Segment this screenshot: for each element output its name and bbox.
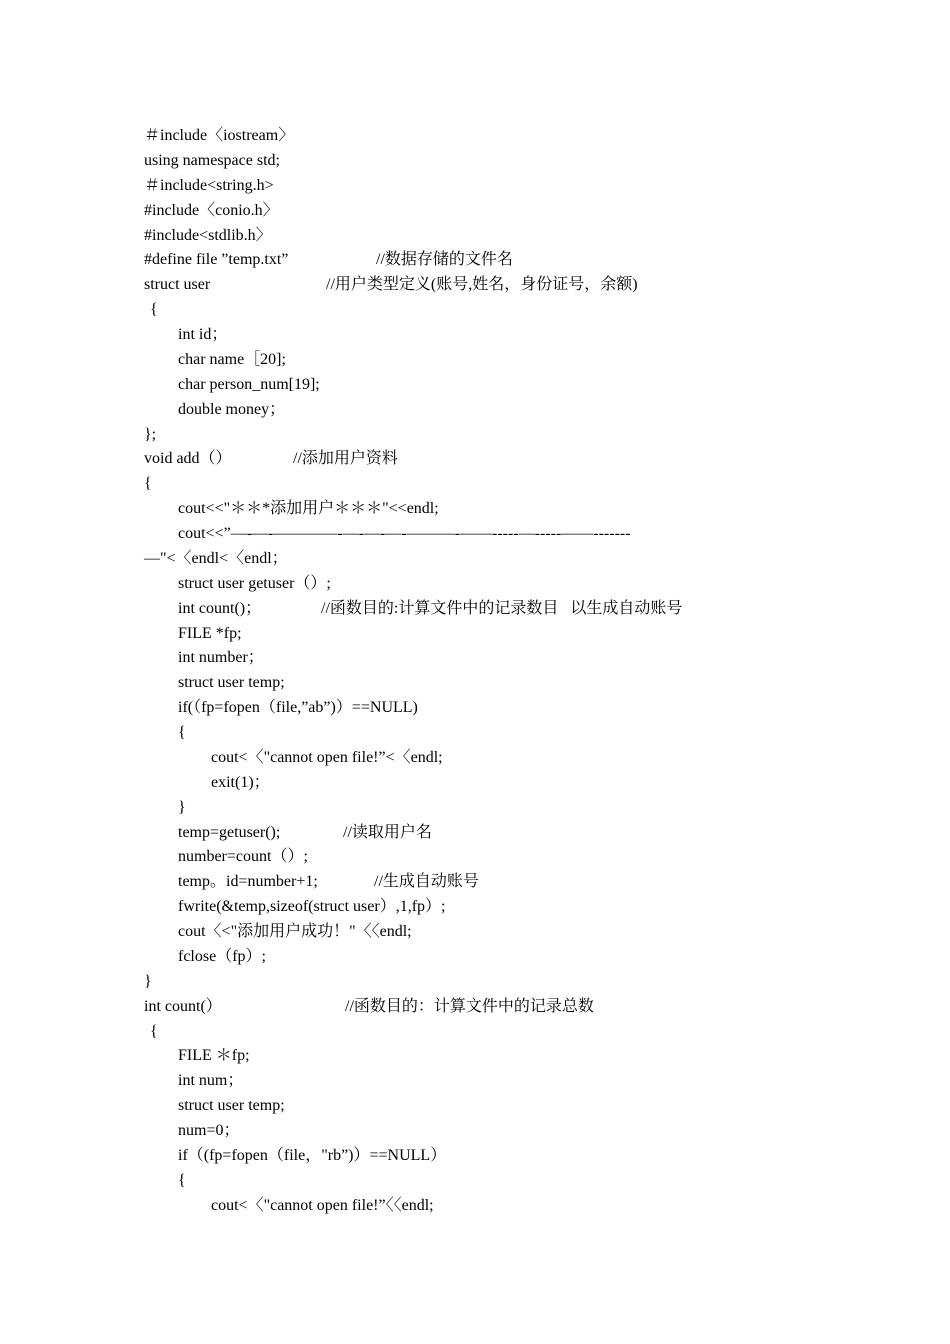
code-line: [144, 323, 864, 348]
code-comment: //生成自动账号: [374, 873, 479, 891]
code-text: struct user getuser（）;: [178, 574, 331, 592]
code-text: struct user temp;: [178, 1097, 285, 1115]
code-text: {: [150, 1022, 158, 1040]
code-text: struct user temp;: [178, 674, 285, 692]
code-text: void add（）: [144, 450, 232, 468]
code-text: cout<<”—-—-————-—-—-—-———-——-----—-----——-------: [178, 525, 631, 542]
code-line: [144, 1020, 864, 1045]
code-text: {: [178, 724, 186, 741]
code-line: [144, 497, 864, 522]
code-line: [144, 771, 864, 796]
code-line: [144, 671, 864, 696]
code-line: [144, 124, 864, 149]
code-text: char name［20];: [178, 350, 286, 368]
code-text: };: [144, 425, 157, 443]
code-line: [144, 845, 864, 870]
code-line: [144, 895, 864, 920]
code-text: int count()；: [178, 599, 262, 617]
code-line: [144, 373, 864, 398]
code-line: [144, 174, 864, 199]
code-text: temp=getuser();: [178, 823, 281, 841]
code-line: [144, 447, 864, 472]
code-text: exit(1)；: [211, 773, 270, 791]
code-line: [144, 224, 864, 249]
code-text: {: [178, 1171, 186, 1189]
code-text: ＃include〈iostream〉: [144, 127, 295, 144]
code-line: [144, 796, 864, 821]
code-text: int id；: [178, 326, 228, 343]
code-text: if(（fp=fopen（file,”ab”)）==NULL): [178, 699, 418, 717]
code-text: ＃include<string.h>: [144, 176, 274, 194]
code-text: cout<〈"cannot open file!”〈〈endl;: [211, 1196, 434, 1214]
code-text: cout<<"＊＊*添加用户＊＊＊"<<endl;: [178, 500, 439, 518]
code-comment: //用户类型定义(账号,姓名，身份证号，余额): [326, 276, 638, 294]
code-comment: //函数目的:计算文件中的记录数目 以生成自动账号: [321, 599, 683, 617]
code-text: double money；: [178, 400, 286, 418]
code-comment: //添加用户资料: [293, 450, 398, 468]
code-line: [144, 547, 864, 572]
code-text: }: [144, 972, 152, 990]
code-text: —"<〈endl<〈endl；: [144, 549, 288, 567]
code-line: [144, 821, 864, 846]
code-comment: //读取用户名: [343, 823, 432, 841]
code-text: number=count（）;: [178, 848, 308, 866]
code-line: [144, 1069, 864, 1094]
code-text: FILE *fp;: [178, 624, 242, 642]
code-line: [144, 1044, 864, 1069]
code-line: [144, 646, 864, 671]
code-text: {: [144, 475, 152, 493]
code-text: }: [178, 798, 186, 816]
code-line: [144, 1194, 864, 1219]
code-line: [144, 273, 864, 298]
code-line: [144, 622, 864, 647]
code-line: [144, 298, 864, 323]
code-line: [144, 423, 864, 448]
code-line: [144, 597, 864, 622]
code-text: FILE ＊fp;: [178, 1047, 250, 1065]
code-text: {: [150, 301, 158, 319]
code-text: if（(fp=fopen（file，"rb”)）==NULL）: [178, 1146, 447, 1164]
code-line: [144, 746, 864, 771]
code-line: [144, 995, 864, 1020]
code-text: temp。id=number+1;: [178, 873, 318, 891]
code-text: num=0；: [178, 1122, 240, 1139]
code-text: #define file ”temp.txt”: [144, 251, 289, 269]
code-text: int number；: [178, 649, 264, 667]
code-line: [144, 1144, 864, 1169]
code-line: [144, 945, 864, 970]
code-text: int count(）: [144, 997, 222, 1015]
code-text: cout〈<"添加用户成功！"〈〈endl;: [178, 923, 412, 940]
code-line: [144, 248, 864, 273]
code-text: #include〈conio.h〉: [144, 201, 279, 219]
code-line: [144, 721, 864, 746]
code-text: struct user: [144, 276, 211, 294]
code-text: cout<〈"cannot open file!”<〈endl;: [211, 748, 443, 766]
code-text: #include<stdlib.h〉: [144, 226, 272, 244]
code-line: [144, 1094, 864, 1119]
code-listing: [144, 124, 864, 1219]
code-line: [144, 572, 864, 597]
code-text: fclose（fp）;: [178, 947, 266, 965]
code-text: fwrite(&temp,sizeof(struct user）,1,fp）;: [178, 898, 446, 916]
code-comment: //函数目的：计算文件中的记录总数: [345, 997, 594, 1015]
code-line: [144, 348, 864, 373]
code-line: [144, 398, 864, 423]
code-line: [144, 920, 864, 945]
code-text: using namespace std;: [144, 151, 280, 169]
code-line: [144, 1169, 864, 1194]
code-comment: //数据存储的文件名: [376, 251, 513, 269]
code-line: [144, 149, 864, 174]
code-line: [144, 970, 864, 995]
code-text: char person_num[19];: [178, 375, 320, 393]
code-text: int num；: [178, 1072, 244, 1090]
code-line: [144, 1119, 864, 1144]
code-line: [144, 870, 864, 895]
code-line: [144, 472, 864, 497]
code-line: [144, 199, 864, 224]
code-line: [144, 522, 864, 547]
code-line: [144, 696, 864, 721]
